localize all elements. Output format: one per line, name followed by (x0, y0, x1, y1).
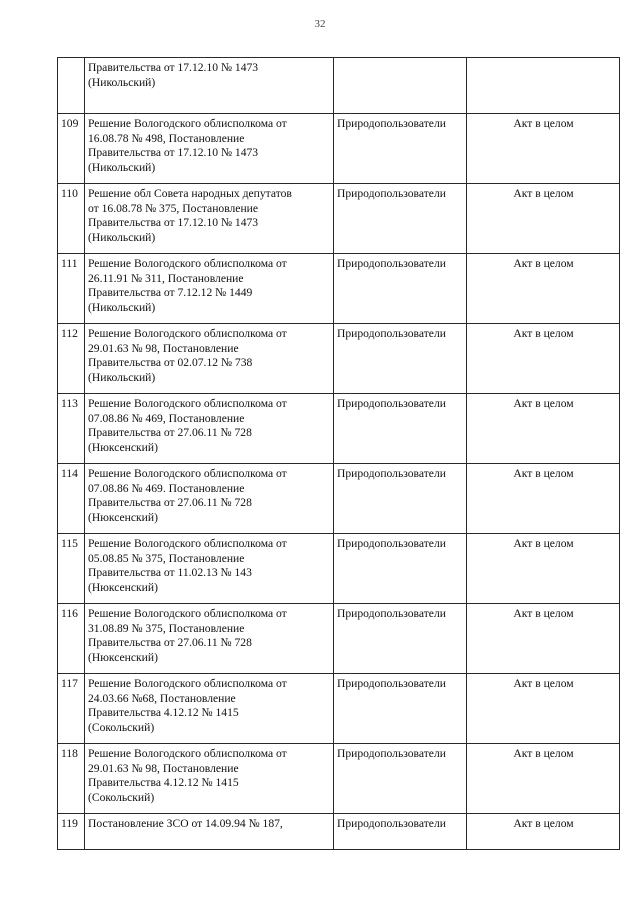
document-cell (85, 254, 334, 324)
row-number (58, 58, 85, 114)
document-line: Правительства от 27.06.11 № 728 (88, 426, 252, 439)
row-number: 115 (58, 534, 85, 604)
scope-cell: Акт в целом (467, 814, 620, 850)
scope-cell (467, 58, 620, 114)
document-cell (85, 184, 334, 254)
document-line: 05.08.85 № 375, Постановление (88, 551, 245, 565)
user-category-cell: Природопользователи (334, 744, 467, 814)
row-number: 110 (58, 184, 85, 254)
scope-cell: Акт в целом (467, 604, 620, 674)
scope-cell: Акт в целом (467, 534, 620, 604)
document-line: (Сокольский) (88, 720, 155, 734)
document-line: (Нюксенский) (88, 650, 158, 664)
document-line: Решение Вологодского облисполкома от (88, 257, 287, 270)
document-line: Решение Вологодского облисполкома от (88, 397, 287, 410)
document-line: 29.01.63 № 98, Постановление (88, 341, 239, 355)
document-line: Решение Вологодского облисполкома от (88, 467, 287, 480)
document-line: Решение Вологодского облисполкома от (88, 327, 287, 340)
acts-table-body (58, 58, 620, 850)
document-line: 07.08.86 № 469, Постановление (88, 411, 245, 425)
acts-table (57, 57, 620, 850)
user-category-cell: Природопользователи (334, 534, 467, 604)
document-cell (85, 814, 334, 850)
document-line: 07.08.86 № 469. Постановление (88, 481, 245, 495)
page-number: 32 (314, 18, 326, 30)
document-cell (85, 324, 334, 394)
document-line: Правительства от 7.12.12 № 1449 (88, 286, 253, 299)
document-cell (85, 464, 334, 534)
document-line: (Никольский) (88, 75, 156, 89)
scope-cell: Акт в целом (467, 674, 620, 744)
document-line: Решение Вологодского облисполкома от (88, 537, 287, 550)
table-row (58, 744, 620, 814)
table-row (58, 464, 620, 534)
document-line: Правительства 4.12.12 № 1415 (88, 706, 239, 719)
document-line: Правительства от 27.06.11 № 728 (88, 496, 252, 509)
user-category-cell: Природопользователи (334, 604, 467, 674)
row-number: 111 (58, 254, 85, 324)
table-row (58, 324, 620, 394)
scope-cell: Акт в целом (467, 254, 620, 324)
row-number: 109 (58, 114, 85, 184)
document-line: Решение Вологодского облисполкома от (88, 607, 287, 620)
document-line: Решение Вологодского облисполкома от (88, 117, 287, 130)
document-line: (Нюксенский) (88, 580, 158, 594)
scope-cell: Акт в целом (467, 744, 620, 814)
scope-cell: Акт в целом (467, 394, 620, 464)
table-row (58, 58, 620, 114)
document-cell (85, 744, 334, 814)
user-category-cell: Природопользователи (334, 254, 467, 324)
document-line: Правительства от 17.12.10 № 1473 (88, 216, 259, 229)
document-line: Правительства от 17.12.10 № 1473 (88, 146, 259, 159)
document-line: (Никольский) (88, 230, 156, 244)
document-line: Решение Вологодского облисполкома от (88, 747, 287, 760)
user-category-cell: Природопользователи (334, 114, 467, 184)
document-cell (85, 394, 334, 464)
row-number: 112 (58, 324, 85, 394)
document-cell (85, 534, 334, 604)
document-cell (85, 604, 334, 674)
scope-cell: Акт в целом (467, 324, 620, 394)
document-line: Правительства от 27.06.11 № 728 (88, 636, 252, 649)
document-line: (Никольский) (88, 300, 156, 314)
user-category-cell: Природопользователи (334, 324, 467, 394)
document-line: 31.08.89 № 375, Постановление (88, 621, 245, 635)
document-line: (Никольский) (88, 370, 156, 384)
table-row (58, 114, 620, 184)
scope-cell: Акт в целом (467, 114, 620, 184)
document-line: 16.08.78 № 498, Постановление (88, 131, 245, 145)
table-row (58, 534, 620, 604)
table-row (58, 814, 620, 850)
document-line: 24.03.66 №68, Постановление (88, 691, 236, 705)
table-row (58, 254, 620, 324)
document-line: (Нюксенский) (88, 510, 158, 524)
scope-cell: Акт в целом (467, 184, 620, 254)
document-line: 29.01.63 № 98, Постановление (88, 761, 239, 775)
document-line: Правительства от 11.02.13 № 143 (88, 566, 252, 579)
document-line: (Сокольский) (88, 790, 155, 804)
document-cell (85, 674, 334, 744)
row-number: 118 (58, 744, 85, 814)
row-number: 113 (58, 394, 85, 464)
document-cell (85, 114, 334, 184)
document-cell (85, 58, 334, 114)
document-line: Решение обл Совета народных депутатов (88, 187, 292, 200)
document-line: от 16.08.78 № 375, Постановление (88, 201, 259, 215)
document-line: Правительства от 17.12.10 № 1473 (88, 61, 259, 74)
scope-cell: Акт в целом (467, 464, 620, 534)
user-category-cell: Природопользователи (334, 464, 467, 534)
document-line: Правительства от 02.07.12 № 738 (88, 356, 253, 369)
user-category-cell: Природопользователи (334, 394, 467, 464)
user-category-cell (334, 58, 467, 114)
table-row (58, 394, 620, 464)
row-number: 117 (58, 674, 85, 744)
document-line: Правительства 4.12.12 № 1415 (88, 776, 239, 789)
document-line: (Никольский) (88, 160, 156, 174)
table-row (58, 604, 620, 674)
document-line: 26.11.91 № 311, Постановление (88, 271, 244, 285)
table-row (58, 674, 620, 744)
row-number: 116 (58, 604, 85, 674)
user-category-cell: Природопользователи (334, 184, 467, 254)
user-category-cell: Природопользователи (334, 814, 467, 850)
table-row (58, 184, 620, 254)
document-line: Постановление ЗСО от 14.09.94 № 187, (88, 817, 283, 830)
row-number: 119 (58, 814, 85, 850)
user-category-cell: Природопользователи (334, 674, 467, 744)
row-number: 114 (58, 464, 85, 534)
document-line: Решение Вологодского облисполкома от (88, 677, 287, 690)
document-line: (Нюксенский) (88, 440, 158, 454)
